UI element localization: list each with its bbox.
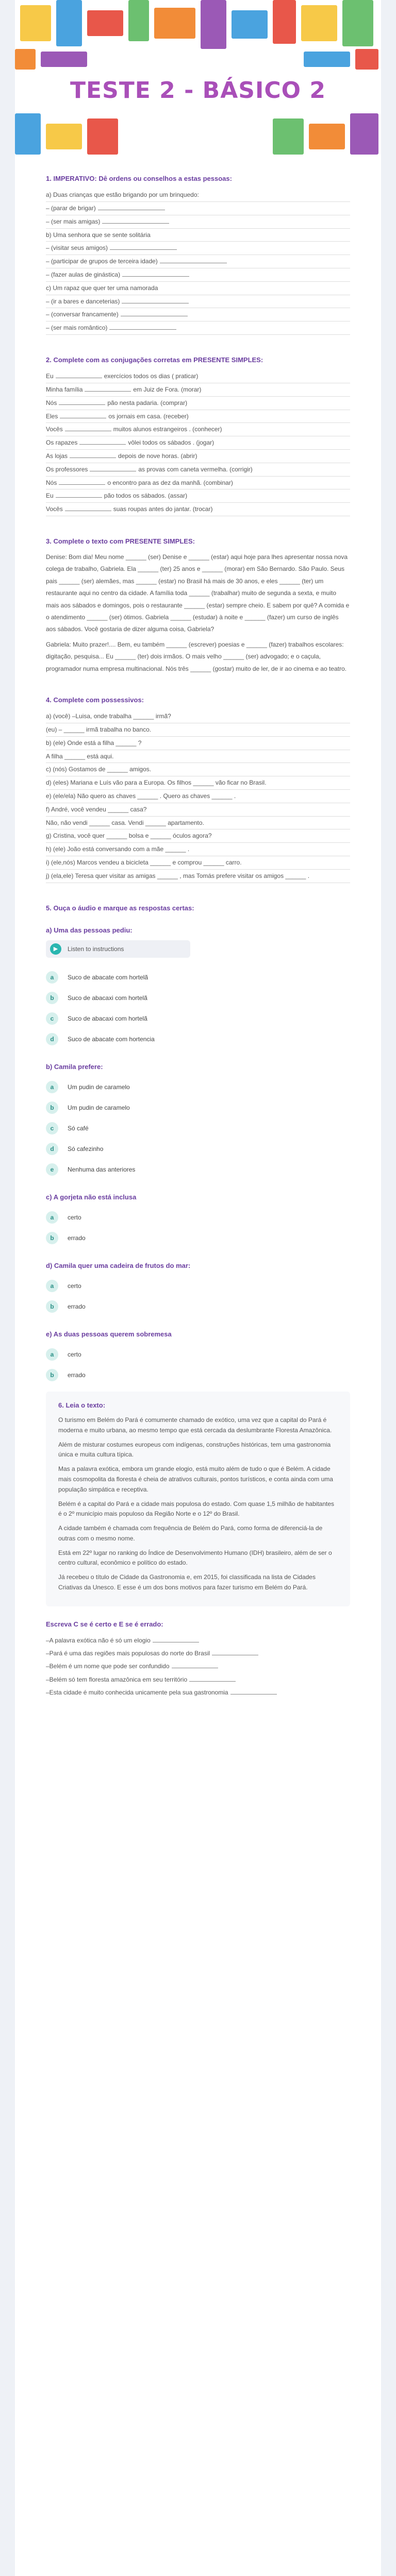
content	[15, 174, 381, 1699]
answer-blank[interactable]	[65, 505, 111, 511]
possessive-line	[46, 829, 350, 843]
answer-option[interactable]	[46, 1344, 350, 1365]
answer-blank[interactable]	[160, 257, 227, 263]
option-letter: c	[46, 1012, 58, 1025]
statement: –Belém só tem floresta amazônica em seu território	[46, 1675, 188, 1683]
answer-blank[interactable]	[110, 244, 177, 250]
answer-option[interactable]	[46, 1077, 350, 1097]
worksheet	[15, 0, 381, 2576]
subject: Os rapazes	[46, 439, 78, 447]
line-text: Não, não vendi ______ casa. Vendi ______ apartamento.	[46, 819, 204, 826]
option-letter: a	[46, 1211, 58, 1224]
subject: Vocês	[46, 505, 63, 513]
section-5-title: 5. Ouça o áudio e marque as respostas certas:	[46, 904, 194, 912]
option-text: Suco de abacaxi com hortelã	[68, 994, 147, 1002]
line-text: – (visitar seus amigos)	[46, 244, 108, 252]
possessive-line	[46, 750, 350, 764]
answer-blank[interactable]	[102, 217, 169, 224]
answer-blank[interactable]	[70, 452, 116, 458]
subject: Os professores	[46, 465, 88, 473]
option-text: Só cafezinho	[68, 1145, 104, 1153]
line-text: i) (ele,nós) Marcos vendeu a bicicleta ______ e comprou ______ carro.	[46, 858, 242, 866]
section-4-title: 4. Complete com possessivos:	[46, 696, 144, 704]
line-text: – (fazer aulas de ginástica)	[46, 270, 121, 278]
true-false-line	[46, 1660, 350, 1673]
option-letter: a	[46, 1081, 58, 1093]
verb-hint: o encontro para as dez da manhã. (combinar)	[107, 479, 233, 486]
option-text: errado	[68, 1302, 86, 1310]
exercise-line	[46, 321, 350, 335]
possessive-line	[46, 776, 350, 790]
answer-blank[interactable]	[90, 465, 136, 471]
option-letter: b	[46, 1369, 58, 1381]
answer-blank[interactable]	[56, 492, 102, 498]
exercise-line	[46, 215, 350, 229]
reading-paragraph: Está em 22º lugar no ranking do Índice de Desenvolvimento Humano (IDH) brasileiro, além de ser o centro cultural, econômico e político do estado.	[58, 1549, 332, 1567]
option-text: errado	[68, 1371, 86, 1379]
verb-hint: as provas com caneta vermelha. (corrigir)	[138, 465, 253, 473]
conjugation-line	[46, 423, 350, 436]
section-4-lines	[46, 710, 350, 883]
option-letter: d	[46, 1033, 58, 1045]
answer-option[interactable]	[46, 967, 350, 988]
possessive-line	[46, 763, 350, 776]
answer-blank[interactable]	[153, 1636, 199, 1642]
answer-blank[interactable]	[121, 310, 188, 316]
question-title: c) A gorjeta não está inclusa	[46, 1193, 137, 1201]
reading-box	[46, 1392, 350, 1606]
answer-option[interactable]	[46, 1097, 350, 1118]
audio-player[interactable]	[46, 940, 190, 958]
answer-option[interactable]	[46, 1029, 350, 1049]
exercise-line	[46, 295, 350, 309]
option-text: Suco de abacaxi com hortelã	[68, 1014, 147, 1022]
line-text: b) (ele) Onde está a filha ______ ?	[46, 739, 142, 747]
answer-option[interactable]	[46, 988, 350, 1008]
conjugation-line	[46, 370, 350, 383]
answer-option[interactable]	[46, 1008, 350, 1029]
exercise-line	[46, 282, 350, 295]
answer-blank[interactable]	[60, 412, 106, 418]
possessive-line	[46, 856, 350, 870]
reading-text	[58, 1415, 338, 1593]
possessive-line	[46, 723, 350, 737]
answer-blank[interactable]	[79, 438, 126, 445]
option-letter: b	[46, 1232, 58, 1244]
question-title: b) Camila prefere:	[46, 1062, 103, 1071]
answer-blank[interactable]	[122, 297, 189, 303]
possessive-line	[46, 843, 350, 856]
option-letter: b	[46, 1101, 58, 1114]
question-title: d) Camila quer uma cadeira de frutos do mar:	[46, 1261, 191, 1269]
subject: Eles	[46, 412, 58, 420]
option-text: Só café	[68, 1124, 89, 1132]
reading-paragraph: A cidade também é chamada com frequência de Belém do Pará, como forma de diferenciá-la de outras com o mesmo nome.	[58, 1524, 323, 1542]
option-text: Suco de abacate com hortelã	[68, 973, 148, 981]
verb-hint: em Juiz de Fora. (morar)	[133, 385, 202, 393]
reading-paragraph: Mas a palavra exótica, embora um grande elogio, está muito além de tudo o que é Belém. A cidade mais cosmopolita da floresta é cheia de atrativos culturais, pontos turísticos, e conta ainda com uma população simpática e receptiva.	[58, 1465, 333, 1493]
option-letter: a	[46, 971, 58, 984]
line-text: b) Uma senhora que se sente solitária	[46, 231, 151, 239]
section-1-lines	[46, 189, 350, 335]
verb-hint: os jornais em casa. (receber)	[108, 412, 189, 420]
option-text: Um pudin de caramelo	[68, 1104, 130, 1111]
line-text: – (participar de grupos de terceira idade)	[46, 258, 158, 265]
answer-blank[interactable]	[56, 372, 102, 378]
reading-paragraph: Belém é a capital do Pará e a cidade mais populosa do estado. Com quase 1,5 milhão de habitantes é o 2º município mais populoso da Região Norte e o 12º do Brasil.	[58, 1500, 335, 1518]
line-text: e) (ele/ela) Não quero as chaves ______ . Quero as chaves ______ .	[46, 792, 236, 800]
exercise-line	[46, 202, 350, 215]
conjugation-line	[46, 463, 350, 477]
option-letter: c	[46, 1122, 58, 1134]
line-text: – (ser mais amigas)	[46, 217, 101, 225]
conjugation-line	[46, 450, 350, 463]
section-6-title: 6. Leia o texto:	[58, 1401, 106, 1409]
verb-hint: vôlei todos os sábados . (jogar)	[128, 439, 214, 447]
answer-blank[interactable]	[122, 270, 189, 277]
conjugation-line	[46, 489, 350, 503]
option-text: certo	[68, 1282, 81, 1290]
conjugation-line	[46, 503, 350, 516]
exercise-line	[46, 189, 350, 202]
section-7-lines	[46, 1634, 350, 1699]
answer-blank[interactable]	[189, 1675, 236, 1682]
answer-blank[interactable]	[230, 1688, 277, 1694]
play-icon[interactable]: ▶	[50, 943, 61, 955]
line-text: – (parar de brigar)	[46, 204, 96, 212]
answer-blank[interactable]	[59, 479, 105, 485]
answer-option[interactable]	[46, 1207, 350, 1228]
possessive-line	[46, 737, 350, 750]
answer-blank[interactable]	[212, 1649, 258, 1655]
true-false-line	[46, 1647, 350, 1660]
reading-paragraph: O turismo em Belém do Pará é comumente chamado de exótico, uma vez que a capital do Pará é moderna e muito urbana, ao mesmo tempo que está cercada da deslumbrante Floresta Amazônica.	[58, 1416, 332, 1434]
line-text: h) (ele) João está conversando com a mãe ______ .	[46, 845, 190, 853]
verb-hint: suas roupas antes do jantar. (trocar)	[113, 505, 213, 513]
answer-option[interactable]	[46, 1228, 350, 1248]
line-text: – (ser mais romântico)	[46, 324, 108, 332]
exercise-line	[46, 268, 350, 282]
possessive-line	[46, 817, 350, 830]
option-letter: b	[46, 992, 58, 1004]
exercise-line	[46, 255, 350, 268]
option-text: errado	[68, 1234, 86, 1242]
answer-blank[interactable]	[85, 385, 131, 392]
subject: Nós	[46, 479, 57, 486]
section-5-questions	[46, 926, 350, 1385]
line-text: – (ir a bares e danceterias)	[46, 297, 120, 305]
possessive-line	[46, 790, 350, 803]
verb-hint: pão nesta padaria. (comprar)	[107, 399, 188, 406]
line-text: a) Duas crianças que estão brigando por um brinquedo:	[46, 191, 199, 199]
option-letter: e	[46, 1163, 58, 1176]
conjugation-line	[46, 383, 350, 397]
option-text: certo	[68, 1213, 81, 1221]
audio-label: Listen to instructions	[68, 945, 124, 953]
section-1-title: 1. IMPERATIVO: Dê ordens ou conselhos a estas pessoas:	[46, 175, 232, 182]
option-text: certo	[68, 1350, 81, 1358]
conjugation-line	[46, 410, 350, 423]
line-text: c) Um rapaz que quer ter uma namorada	[46, 284, 158, 292]
line-text: (eu) – ______ irmã trabalha no banco.	[46, 725, 152, 733]
statement: –Belém é um nome que pode ser confundido	[46, 1663, 170, 1670]
possessive-line	[46, 870, 350, 883]
line-text: a) (você) –Luisa, onde trabalha ______ irmã?	[46, 713, 171, 720]
reading-paragraph: Além de misturar costumes europeus com indígenas, construções históricas, tem uma gastronomia única e muita cultura típica.	[58, 1440, 331, 1459]
answer-option[interactable]	[46, 1159, 350, 1180]
answer-option[interactable]	[46, 1139, 350, 1159]
subject: Eu	[46, 372, 54, 380]
subject: Eu	[46, 492, 54, 500]
statement: –Esta cidade é muito conhecida unicamente pela sua gastronomia	[46, 1688, 228, 1696]
true-false-line	[46, 1686, 350, 1699]
answer-option[interactable]	[46, 1276, 350, 1296]
option-letter: a	[46, 1348, 58, 1361]
answer-blank[interactable]	[109, 324, 176, 330]
answer-option[interactable]	[46, 1118, 350, 1139]
possessive-line	[46, 710, 350, 723]
line-text: d) (eles) Mariana e Luís vão para a Europa. Os filhos ______ vão ficar no Brasil.	[46, 779, 267, 787]
page-title: TESTE 2 - BÁSICO 2	[70, 77, 326, 104]
statement: –Pará é uma das regiões mais populosas do norte do Brasil	[46, 1650, 210, 1657]
verb-hint: pão todos os sábados. (assar)	[104, 492, 188, 500]
answer-blank[interactable]	[172, 1662, 218, 1668]
option-text: Nenhuma das anteriores	[68, 1165, 136, 1173]
answer-blank[interactable]	[59, 399, 105, 405]
option-letter: d	[46, 1143, 58, 1155]
exercise-line	[46, 229, 350, 242]
question-title: e) As duas pessoas querem sobremesa	[46, 1330, 172, 1338]
option-letter: b	[46, 1300, 58, 1313]
reading-paragraph: Já recebeu o título de Cidade da Gastronomia e, em 2015, foi classificada na lista de Cidades Criativas da Unesco. E esse é um dos bons motivos para fazer turismo em Belém do Pará.	[58, 1573, 316, 1591]
verb-hint: exercícios todos os dias ( praticar)	[104, 372, 199, 380]
verb-hint: depois de nove horas. (abrir)	[118, 452, 197, 460]
answer-option[interactable]	[46, 1296, 350, 1317]
section-7-title: Escreva C se é certo e E se é errado:	[46, 1620, 163, 1628]
subject: Nós	[46, 399, 57, 406]
answer-blank[interactable]	[65, 425, 111, 431]
answer-option[interactable]	[46, 1365, 350, 1385]
possessive-line	[46, 803, 350, 817]
exercise-line	[46, 242, 350, 255]
line-text: f) André, você vendeu ______ casa?	[46, 805, 147, 813]
conjugation-line	[46, 397, 350, 410]
true-false-line	[46, 1673, 350, 1686]
line-text: j) (ela,ele) Teresa quer visitar as amigas ______ , mas Tomás prefere visitar os amigos ______ .	[46, 872, 310, 879]
line-text: A filha ______ está aqui.	[46, 752, 114, 760]
line-text: g) Cristina, você quer ______ bolsa e ______ óculos agora?	[46, 832, 212, 840]
line-text: – (conversar francamente)	[46, 311, 119, 318]
option-text: Suco de abacate com hortencia	[68, 1035, 155, 1043]
answer-blank[interactable]	[98, 204, 165, 210]
option-letter: a	[46, 1280, 58, 1292]
header-banner	[15, 0, 381, 160]
section-3-text-1: Denise: Bom dia! Meu nome ______ (ser) Denise e ______ (estar) aqui hoje para lhes apresentar nossa nova colega de trabalho, Gabriela. Ela ______ (ter) 25 anos e ______ (morar) em São Bernardo. São Paulo. Seus pais ______ (ser) alemães, mas ______ (estar) no Brasil há mais de 30 anos, e eles ______ (ter) um restaurante aqui no centro da cidade. A família toda ______ (trabalhar) muito de segunda a sexta, e muito mais aos sábados e domingos, pois o restaurante ______ (estar) sempre cheio. E sabem por quê? A comida e o atendimento ______ (ser) ótimos. Gabriela ______ (estudar) à noite e ______ (fazer) um curso de inglês aos sábados. Você gostaria de dizer alguma coisa, Gabriela?	[46, 553, 350, 633]
subject: Minha família	[46, 385, 83, 393]
question-title: a) Uma das pessoas pediu:	[46, 926, 133, 934]
section-2-title: 2. Complete com as conjugações corretas em PRESENTE SIMPLES:	[46, 355, 263, 364]
true-false-line	[46, 1634, 350, 1647]
subject: As lojas	[46, 452, 68, 460]
verb-hint: muitos alunos estrangeiros . (conhecer)	[113, 426, 222, 433]
exercise-line	[46, 308, 350, 321]
section-2-lines	[46, 370, 350, 516]
option-text: Um pudin de caramelo	[68, 1083, 130, 1091]
conjugation-line	[46, 436, 350, 450]
statement: –A palavra exótica não é só um elogio	[46, 1637, 151, 1645]
section-3-text-2: Gabriela: Muito prazer!.... Bem, eu também ______ (escrever) poesias e ______ (fazer) trabalhos escolares: digitação, pesquisa... Eu ______ (ter) dois irmãos. O mais velho ______ (ser) advogado; e o caçula, programador numa empresa multinacional. Nós três ______ (gostar) muito de ler, de ir ao cinema e ao teatro.	[46, 640, 346, 672]
section-3-title: 3. Complete o texto com PRESENTE SIMPLES:	[46, 537, 195, 545]
subject: Vocês	[46, 426, 63, 433]
conjugation-line	[46, 477, 350, 490]
line-text: c) (nós) Gostamos de ______ amigos.	[46, 766, 152, 773]
